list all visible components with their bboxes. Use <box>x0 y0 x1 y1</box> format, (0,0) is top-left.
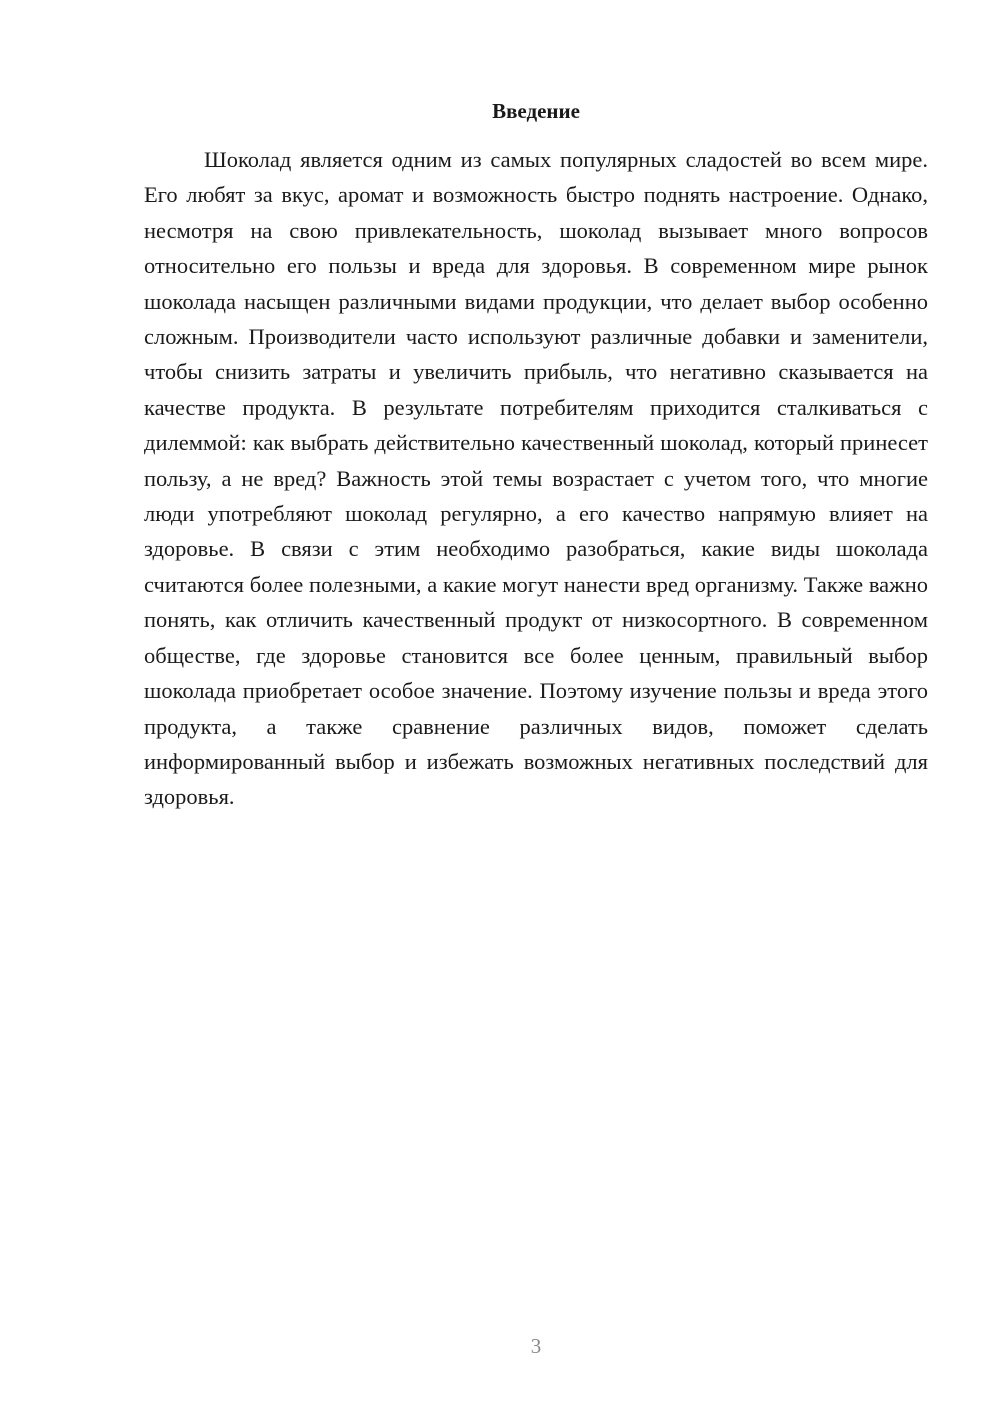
page-number: 3 <box>530 1334 542 1358</box>
body-paragraph: Шоколад является одним из самых популярных сладостей во всем мире. Его любят за вкус, аромат и возможность быстро поднять настроение. Однако, несмотря на свою привлекательность, шоколад вызывает много вопросов относительно его пользы и вреда для здоровья. В современном мире рынок шоколада насыщен различными видами продукции, что делает выбор особенно сложным. Производители часто используют различные добавки и заменители, чтобы снизить затраты и увеличить прибыль, что негативно сказывается на качестве продукта. В результате потребителям приходится сталкиваться с дилеммой: как выбрать действительно качественный шоколад, который принесет пользу, а не вред? Важность этой темы возрастает с учетом того, что многие люди употребляют шоколад регулярно, а его качество напрямую влияет на здоровье. В связи с этим необходимо разобраться, какие виды шоколада считаются более полезными, а какие могут нанести вред организму. Также важно понять, как отличить качественный продукт от низкосортного. В современном обществе, где здоровье становится все более ценным, правильный выбор шоколада приобретает особое значение. Поэтому изучение пользы и вреда этого продукта, а также сравнение различных видов, поможет сделать информированный выбор и избежать возможных негативных последствий для здоровья. <box>144 147 928 810</box>
section-heading: Введение <box>492 99 580 123</box>
